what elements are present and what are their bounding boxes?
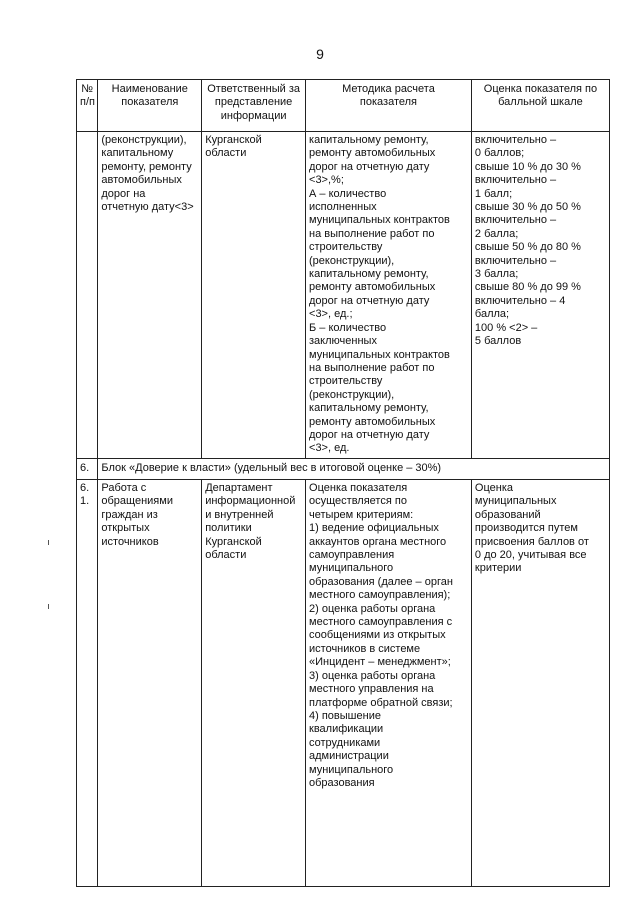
- text-line: Оценка показателя по: [483, 83, 598, 95]
- text-line: области: [205, 549, 247, 562]
- text-line: муниципальных контрактов: [309, 348, 450, 361]
- text-line: <3>, ед.: [309, 442, 350, 455]
- text-line: критерии: [474, 562, 522, 575]
- text-line: 1) ведение официальных: [309, 522, 439, 535]
- cell-name: [98, 132, 202, 459]
- text-line: Курганской: [205, 535, 262, 548]
- text-line: 5 баллов: [474, 335, 522, 348]
- text-line: показателя: [121, 96, 179, 109]
- page-number: 9: [316, 46, 324, 62]
- text-line: области: [205, 147, 247, 160]
- text-line: включительно – 4: [474, 294, 566, 307]
- text-line: муниципальных: [474, 495, 557, 508]
- text-line: капитальному ремонту,: [309, 402, 429, 415]
- text-line: дорог на отчетную дату: [309, 294, 430, 307]
- cell-num: [77, 132, 98, 459]
- text-line: Департамент: [205, 482, 273, 494]
- text-line: присвоения баллов от: [474, 535, 589, 548]
- text-line: квалификации: [309, 723, 384, 736]
- text-line: включительно –: [474, 214, 557, 227]
- cell-num: 6.1.: [77, 480, 98, 887]
- cell-method: [306, 480, 472, 887]
- text-line: капитальному ремонту,: [309, 268, 429, 281]
- text-line: (реконструкции),: [101, 134, 187, 146]
- header-num: [77, 80, 98, 132]
- text-line: на выполнение работ по: [309, 361, 435, 374]
- text-line: 3 балла;: [474, 268, 519, 281]
- text-line: источников в системе: [309, 642, 421, 655]
- text-line: дорог на отчетную дату: [309, 160, 430, 173]
- text-line: свыше 30 % до 50 %: [474, 201, 581, 214]
- text-line: 100 % <2> –: [474, 321, 538, 334]
- table-row: [77, 132, 610, 459]
- text-line: местного самоуправления с: [309, 616, 453, 629]
- text-line: обращениями: [101, 495, 173, 508]
- text-line: исполненных: [309, 201, 377, 214]
- text-line: ремонту, ремонту: [101, 160, 192, 173]
- text-line: строительству: [309, 241, 383, 254]
- margin-tick: [48, 604, 49, 609]
- block-title: Блок «Доверие к власти» (удельный вес в итоговой оценке – 30%): [98, 459, 610, 480]
- text-line: (реконструкции),: [309, 388, 395, 401]
- text-line: свыше 10 % до 30 %: [474, 160, 581, 173]
- text-line: отчетную дату<3>: [101, 201, 194, 214]
- text-line: свыше 50 % до 80 %: [474, 241, 581, 254]
- text-line: №: [81, 83, 94, 95]
- text-line: ремонту автомобильных: [309, 415, 436, 428]
- text-line: муниципального: [309, 562, 394, 575]
- text-line: на выполнение работ по: [309, 227, 435, 240]
- cell-score: [471, 132, 609, 459]
- text-line: производится путем: [474, 522, 578, 535]
- text-line: политики: [205, 522, 252, 535]
- text-line: сотрудниками: [309, 736, 381, 749]
- text-line: п/п: [80, 96, 95, 109]
- text-line: капитальному: [101, 147, 174, 160]
- text-line: ремонту автомобильных: [309, 281, 436, 294]
- text-line: 4) повышение: [309, 709, 381, 722]
- text-line: аккаунтов органа местного: [309, 535, 447, 548]
- header-responsible: [202, 80, 306, 132]
- text-line: платформе обратной связи;: [309, 696, 453, 709]
- cell-name: [98, 480, 202, 887]
- text-line: включительно –: [474, 174, 557, 187]
- text-line: «Инцидент – менеджмент»;: [309, 656, 451, 669]
- text-line: включительно –: [474, 254, 557, 267]
- text-line: свыше 80 % до 99 %: [474, 281, 581, 294]
- text-line: муниципальных контрактов: [309, 214, 450, 227]
- text-line: 0 до 20, учитывая все: [474, 549, 587, 562]
- text-line: 1 балл;: [474, 187, 513, 200]
- table-header-row: [77, 80, 610, 132]
- text-line: образований: [474, 508, 541, 521]
- text-line: Оценка: [474, 482, 514, 494]
- text-line: <3>, ед.;: [309, 308, 353, 321]
- text-line: 2) оценка работы органа: [309, 602, 436, 615]
- text-line: Б – количество: [309, 321, 387, 334]
- text-line: информационной: [205, 495, 296, 508]
- cell-method: [306, 132, 472, 459]
- text-line: местного самоуправления);: [309, 589, 451, 602]
- text-line: дорог на отчетную дату: [309, 428, 430, 441]
- header-name: [98, 80, 202, 132]
- text-line: и внутренней: [205, 508, 274, 521]
- text-line: местного управления на: [309, 683, 434, 696]
- text-line: 2 балла;: [474, 227, 519, 240]
- text-line: А – количество: [309, 187, 387, 200]
- text-line: балла;: [474, 308, 510, 321]
- text-line: открытых: [101, 522, 150, 535]
- text-line: муниципального: [309, 763, 394, 776]
- text-line: включительно –: [474, 134, 557, 146]
- margin-tick: [48, 540, 49, 545]
- text-line: строительству: [309, 375, 383, 388]
- text-line: Работа с: [101, 482, 147, 494]
- header-score: [471, 80, 609, 132]
- text-line: осуществляется по: [309, 495, 407, 508]
- text-line: источников: [101, 535, 159, 548]
- header-method: [306, 80, 472, 132]
- text-line: ремонту автомобильных: [309, 147, 436, 160]
- cell-score: [471, 480, 609, 887]
- text-line: образования: [309, 776, 375, 789]
- text-line: заключенных: [309, 335, 377, 348]
- table-row: [77, 480, 610, 887]
- cell-responsible: [202, 480, 306, 887]
- text-line: образования (далее – орган: [309, 575, 453, 588]
- text-line: показателя: [359, 96, 417, 109]
- text-line: <3>,%;: [309, 174, 344, 187]
- text-line: сообщениями из открытых: [309, 629, 446, 642]
- text-line: 3) оценка работы органа: [309, 669, 436, 682]
- block-row: [77, 459, 610, 480]
- text-line: Курганской: [205, 134, 262, 146]
- text-line: Ответственный за: [207, 83, 300, 95]
- indicator-table: [76, 79, 610, 887]
- text-line: информации: [220, 109, 287, 122]
- text-line: представление: [214, 96, 293, 109]
- text-line: четырем критериям:: [309, 508, 414, 521]
- text-line: Оценка показателя: [309, 482, 408, 494]
- text-line: самоуправления: [309, 549, 395, 562]
- text-line: администрации: [309, 750, 389, 763]
- text-line: капитальному ремонту,: [309, 134, 429, 146]
- block-num: 6.: [77, 459, 98, 480]
- cell-responsible: [202, 132, 306, 459]
- text-line: Наименование: [111, 83, 188, 95]
- text-line: 0 баллов;: [474, 147, 525, 160]
- text-line: балльной шкале: [498, 96, 583, 109]
- text-line: граждан из: [101, 508, 158, 521]
- text-line: Методика расчета: [342, 83, 435, 95]
- text-line: (реконструкции),: [309, 254, 395, 267]
- text-line: автомобильных: [101, 174, 182, 187]
- text-line: дорог на: [101, 187, 146, 200]
